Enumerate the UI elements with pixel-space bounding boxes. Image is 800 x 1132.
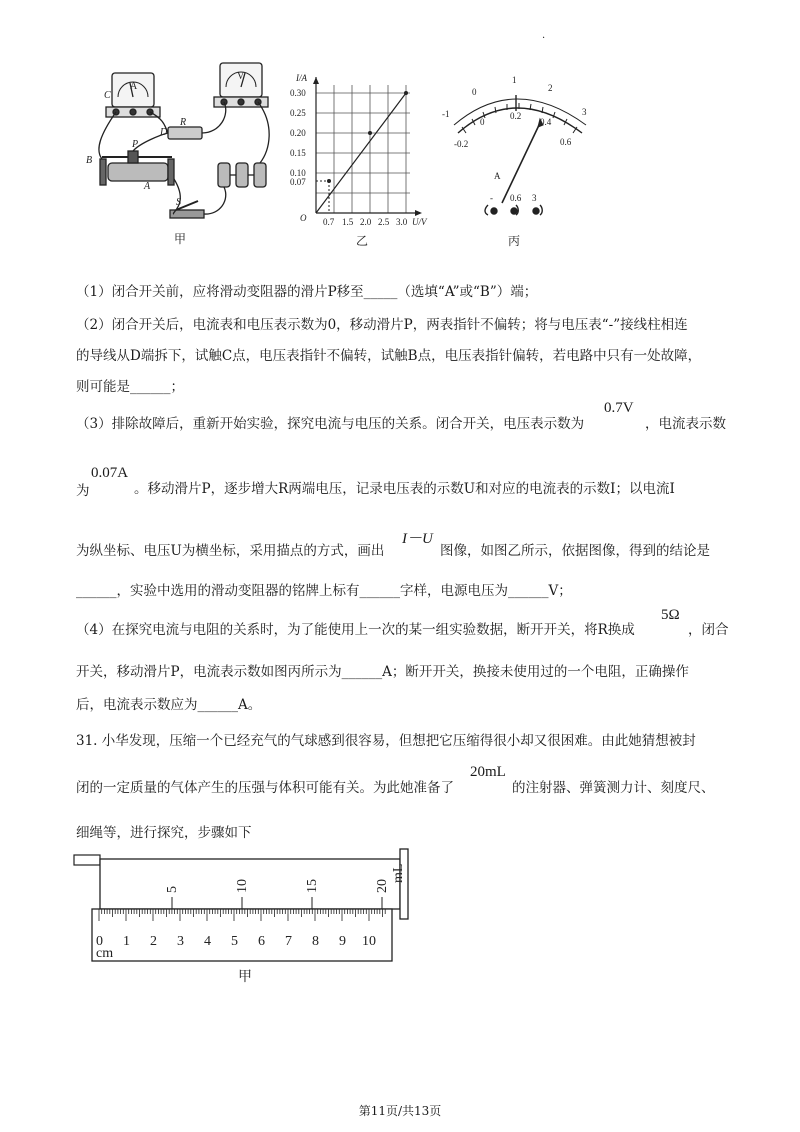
figure-label-yi: 乙 bbox=[356, 234, 369, 248]
label-A: A bbox=[144, 181, 151, 192]
question-31-line-2a: 闭的一定质量的气体产生的压强与体积可能有关。为此她准备了 bbox=[76, 780, 454, 796]
graph-xtick: 3.0 bbox=[396, 217, 408, 227]
graph-xlabel: U/V bbox=[412, 217, 427, 227]
label-R: R bbox=[180, 117, 187, 128]
graph-origin: O bbox=[300, 213, 307, 223]
figure-label-jia: 甲 bbox=[174, 232, 187, 246]
dial-lower-tick: -0.2 bbox=[454, 139, 469, 149]
plunger-rod bbox=[74, 855, 100, 865]
question-3-line-1b: ，电流表示数 bbox=[645, 416, 726, 432]
battery bbox=[236, 163, 248, 187]
dial-lower-tick: 0.4 bbox=[540, 117, 552, 127]
ruler-tick-label: 0 bbox=[96, 934, 103, 949]
question-1: （1）闭合开关前，应将滑动变阻器的滑片P移至_____（选填“A”或“B”）端； bbox=[76, 284, 538, 300]
rheostat bbox=[108, 163, 168, 181]
ruler-tick-label: 8 bbox=[312, 934, 319, 949]
math-current: 0.07A bbox=[91, 465, 129, 481]
dial-upper-tick: 2 bbox=[548, 83, 553, 93]
circuit-diagram bbox=[99, 63, 269, 218]
syringe-flange bbox=[400, 849, 408, 919]
dial-terminal: - bbox=[490, 193, 493, 203]
syringe-unit: mL bbox=[391, 863, 406, 883]
ruler-tick-label: 7 bbox=[285, 934, 292, 949]
question-3-line-4: ______，实验中选用的滑动变阻器的铭牌上标有______字样，电源电压为______V； bbox=[76, 583, 572, 599]
ruler bbox=[92, 909, 392, 961]
graph-xtick: 1.5 bbox=[342, 217, 354, 227]
label-S: S bbox=[176, 197, 181, 208]
dial-lower-tick: 0 bbox=[480, 117, 485, 127]
question-3-line-2b: 。移动滑片P，逐步增大R两端电压，记录电压表的示数U和对应的电流表的示数I；以电流I bbox=[134, 481, 675, 497]
label-B: B bbox=[86, 155, 93, 166]
question-4-line-2: 开关，移动滑片P，电流表示数如图丙所示为______A；断开开关，换接未使用过的一个电阻，正确操作 bbox=[76, 664, 689, 680]
syringe-tick: 20 bbox=[375, 879, 390, 893]
graph-ytick: 0.20 bbox=[290, 128, 306, 138]
ruler-tick-label: 5 bbox=[231, 934, 238, 949]
question-3-line-3a: 为纵坐标、电压U为横坐标，采用描点的方式，画出 bbox=[76, 543, 385, 559]
question-4-line-1a: （4）在探究电流与电阻的关系时，为了能使用上一次的某一组实验数据，断开开关，将R换成 bbox=[76, 622, 635, 638]
graph-ytick: 0.07 bbox=[290, 177, 306, 187]
question-31-line-2b: 的注射器、弹簧测力计、刻度尺、 bbox=[512, 780, 715, 796]
syringe-tick: 15 bbox=[305, 879, 320, 893]
question-31-line-3: 细绳等，进行探究，步骤如下 bbox=[76, 825, 252, 841]
math-volume: 20mL bbox=[470, 764, 506, 780]
math-voltage: 0.7V bbox=[604, 400, 634, 416]
ruler-unit: cm bbox=[96, 946, 114, 961]
figure-label-bing: 丙 bbox=[508, 234, 521, 248]
label-C: C bbox=[104, 90, 111, 101]
voltmeter-symbol: V bbox=[237, 71, 245, 82]
dial-terminal: 3 bbox=[532, 193, 537, 203]
battery bbox=[218, 163, 230, 187]
graph-xtick: 0.7 bbox=[323, 217, 335, 227]
dial-lower-tick: 0.6 bbox=[560, 137, 572, 147]
graph-ylabel: I/A bbox=[296, 73, 307, 83]
question-3-line-3b: 图像，如图乙所示，依据图像，得到的结论是 bbox=[440, 543, 710, 559]
dial-lower-tick: 0.2 bbox=[510, 111, 522, 121]
dial-upper-tick: 0 bbox=[472, 87, 477, 97]
graph-ytick: 0.30 bbox=[290, 88, 306, 98]
label-P: P bbox=[132, 139, 139, 150]
resistor bbox=[168, 127, 202, 139]
question-4-line-3: 后，电流表示数应为______A。 bbox=[76, 697, 262, 713]
syringe-tick: 10 bbox=[235, 879, 250, 893]
ruler-tick-label: 2 bbox=[150, 934, 157, 949]
dial-upper-tick: 3 bbox=[582, 107, 587, 117]
graph-ytick: 0.10 bbox=[290, 168, 306, 178]
question-3-line-2a: 为 bbox=[76, 483, 90, 499]
question-31-line-1: 31. 小华发现，压缩一个已经充气的气球感到很容易，但想把它压缩得很小却又很困难。由此她猜想被封 bbox=[76, 733, 696, 749]
ruler-tick-label: 10 bbox=[362, 934, 376, 949]
question-2-line-2: 的导线从D端拆下，试触C点，电压表指针不偏转，试触B点，电压表指针偏转，若电路中只有一处故障， bbox=[76, 348, 702, 364]
needle bbox=[502, 123, 540, 203]
ruler-tick-label: 1 bbox=[123, 934, 130, 949]
iu-graph bbox=[313, 77, 422, 216]
math-iu: I－U bbox=[402, 531, 433, 547]
page-footer: 第11页/共13页 bbox=[358, 1104, 442, 1118]
question-2-line-3: 则可能是______； bbox=[76, 379, 184, 395]
label-D: D bbox=[160, 127, 168, 138]
corner-mark: . bbox=[542, 30, 546, 41]
syringe-tick: 5 bbox=[165, 886, 180, 893]
top-figure bbox=[70, 55, 630, 260]
graph-xtick: 2.0 bbox=[360, 217, 372, 227]
dial-upper-tick: 1 bbox=[512, 75, 517, 85]
dial-unit: A bbox=[494, 171, 501, 181]
dial-upper-tick: -1 bbox=[442, 109, 450, 119]
ammeter-symbol: A bbox=[130, 81, 138, 92]
question-4-line-1b: ，闭合 bbox=[688, 622, 729, 638]
math-resistance: 5Ω bbox=[661, 607, 680, 623]
ruler-tick-label: 4 bbox=[204, 934, 211, 949]
graph-ytick: 0.25 bbox=[290, 108, 306, 118]
question-2-line-1: （2）闭合开关后，电流表和电压表示数为0，移动滑片P，两表指针不偏转；将与电压表“-”接线柱相连 bbox=[76, 317, 688, 333]
ruler-tick-label: 6 bbox=[258, 934, 265, 949]
syringe-figure bbox=[72, 845, 422, 985]
question-3-line-1: （3）排除故障后，重新开始实验，探究电流与电压的关系。闭合开关，电压表示数为 bbox=[76, 416, 585, 432]
figure-label-jia-2: 甲 bbox=[238, 970, 252, 985]
dial-terminal: 0.6 bbox=[510, 193, 522, 203]
ruler-tick-label: 9 bbox=[339, 934, 346, 949]
graph-ytick: 0.15 bbox=[290, 148, 306, 158]
ruler-tick-label: 3 bbox=[177, 934, 184, 949]
syringe-barrel bbox=[100, 859, 400, 909]
graph-xtick: 2.5 bbox=[378, 217, 390, 227]
battery bbox=[254, 163, 266, 187]
